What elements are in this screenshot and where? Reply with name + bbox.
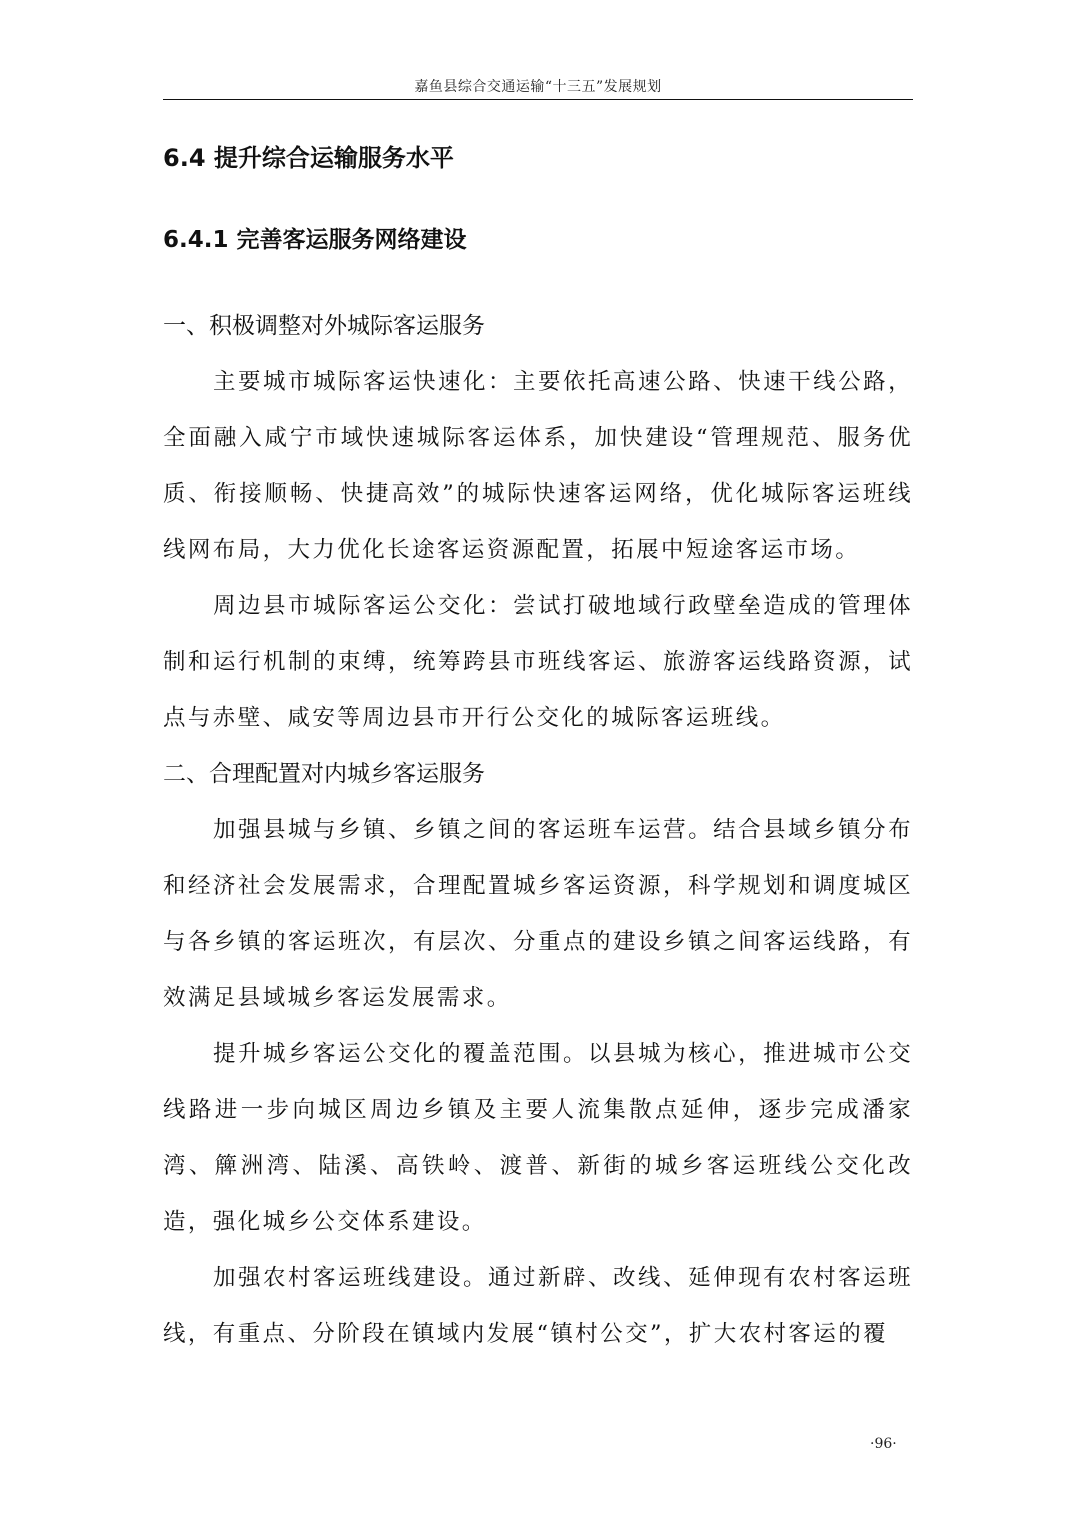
paragraph: 周边县市城际客运公交化：尝试打破地域行政壁垒造成的管理体制和运行机制的束缚，统筹跨县市班线客运、旅游客运线路资源，试点与赤壁、咸安等周边县市开行公交化的城际客运班线。	[163, 593, 913, 731]
subsection-heading: 6.4.1 完善客运服务网络建设	[163, 227, 467, 253]
document-body	[163, 130, 913, 1362]
part-heading-internal: 二、合理配置对内城乡客运服务	[163, 761, 485, 787]
paragraph: 加强县城与乡镇、乡镇之间的客运班车运营。结合县域乡镇分布和经济社会发展需求，合理配置城乡客运资源，科学规划和调度城区与各乡镇的客运班次，有层次、分重点的建设乡镇之间客运线路，有效满足县域城乡客运发展需求。	[163, 817, 913, 1011]
paragraph: 提升城乡客运公交化的覆盖范围。以县城为核心，推进城市公交线路进一步向城区周边乡镇及主要人流集散点延伸，逐步完成潘家湾、簰洲湾、陆溪、高铁岭、渡普、新街的城乡客运班线公交化改造，强化城乡公交体系建设。	[163, 1041, 913, 1235]
header-divider	[163, 99, 913, 100]
page-header-title: 嘉鱼县综合交通运输“十三五”发展规划	[414, 79, 662, 95]
part-heading-external: 一、积极调整对外城际客运服务	[163, 313, 485, 339]
page-number: ·96·	[870, 1436, 897, 1452]
section-heading: 6.4 提升综合运输服务水平	[163, 144, 454, 172]
paragraph: 主要城市城际客运快速化：主要依托高速公路、快速干线公路，全面融入咸宁市域快速城际客运体系，加快建设“管理规范、服务优质、衔接顺畅、快捷高效”的城际快速客运网络，优化城际客运班线线网布局，大力优化长途客运资源配置，拓展中短途客运市场。	[163, 369, 913, 563]
paragraph: 加强农村客运班线建设。通过新辟、改线、延伸现有农村客运班线，有重点、分阶段在镇域内发展“镇村公交”，扩大农村客运的覆	[163, 1265, 913, 1347]
